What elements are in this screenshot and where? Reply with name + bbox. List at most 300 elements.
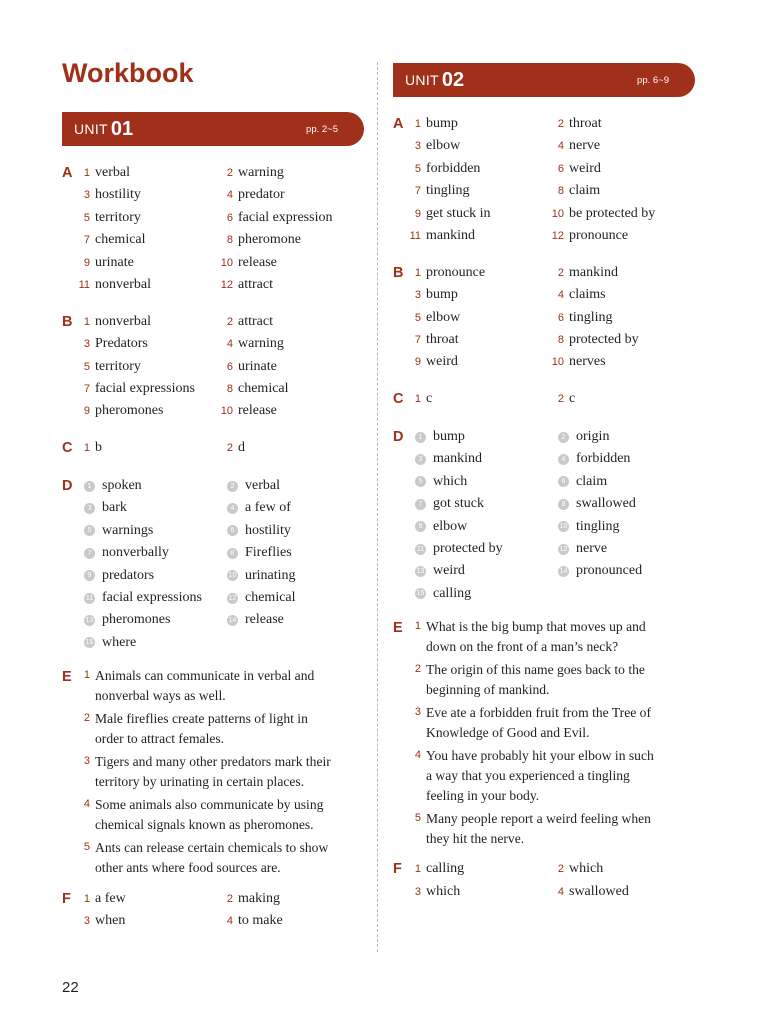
answer-row xyxy=(393,881,695,903)
answer-word: protected by xyxy=(569,331,639,347)
answer-word: d xyxy=(238,440,245,456)
item-number: 2 xyxy=(557,863,564,876)
item-number: 11 xyxy=(409,229,421,242)
item-number: 6 xyxy=(226,211,233,224)
item-number: 4 xyxy=(557,885,564,898)
answer-word: attract xyxy=(238,313,273,329)
answer-row xyxy=(62,587,364,609)
item-number: 9 xyxy=(83,405,90,418)
answer-item xyxy=(536,307,613,329)
answer-item xyxy=(62,635,205,651)
answer-item xyxy=(62,590,205,606)
answer-word: verbal xyxy=(245,478,280,494)
answer-word: territory xyxy=(95,358,141,374)
answer-text: You have probably hit your elbow in such a way that you experienced a tingling feeling in your body. xyxy=(426,747,654,803)
answer-word: calling xyxy=(433,585,472,601)
answer-row xyxy=(62,274,364,296)
item-number: 4 xyxy=(414,748,421,761)
item-number-badge: 15 xyxy=(416,590,425,598)
answer-item xyxy=(205,437,245,459)
answer-word: chemical xyxy=(245,590,296,605)
answer-item xyxy=(393,158,536,180)
answer-word: origin xyxy=(576,429,610,445)
answer-sentence xyxy=(393,660,695,700)
unit-label: UNIT xyxy=(74,121,108,137)
answer-row xyxy=(62,162,364,184)
item-number: 3 xyxy=(414,705,421,718)
section-letter: F xyxy=(393,861,402,878)
answer-item xyxy=(393,388,536,410)
answer-word: claim xyxy=(569,183,601,199)
answer-item xyxy=(536,351,606,373)
answer-word: elbow xyxy=(433,518,468,534)
item-number: 2 xyxy=(557,118,564,130)
answer-item xyxy=(62,378,205,400)
page-title: Workbook xyxy=(62,58,194,88)
item-number: 4 xyxy=(83,797,90,810)
answer-row xyxy=(393,329,695,351)
answer-row xyxy=(393,135,695,157)
item-number: 8 xyxy=(226,234,233,247)
answer-word: claim xyxy=(576,473,608,489)
item-number: 1 xyxy=(83,315,90,328)
answer-row xyxy=(393,284,695,306)
answer-word: bark xyxy=(102,500,127,516)
item-number-badge: 3 xyxy=(84,503,95,514)
section-letter: D xyxy=(62,477,73,494)
answer-row xyxy=(62,229,364,251)
item-number: 1 xyxy=(414,118,421,130)
answer-word: weird xyxy=(569,160,601,176)
answer-item xyxy=(393,474,536,490)
answer-item xyxy=(393,586,536,602)
answer-row xyxy=(393,471,695,493)
answer-word: bump xyxy=(426,116,458,131)
section-f xyxy=(393,858,695,903)
answer-item xyxy=(205,523,291,539)
item-number: 1 xyxy=(414,863,421,876)
answer-word: tingling xyxy=(426,183,470,199)
answer-row xyxy=(62,378,364,400)
answer-word: predator xyxy=(238,187,285,203)
item-number-badge: 13 xyxy=(416,567,425,575)
answer-word: elbow xyxy=(426,138,461,154)
section-f xyxy=(62,888,364,933)
item-number: 10 xyxy=(220,256,233,269)
answer-word: pronounce xyxy=(569,227,629,243)
answer-item xyxy=(393,351,536,373)
answer-word: urinate xyxy=(95,254,134,270)
answer-item xyxy=(536,180,600,202)
item-number-badge: 10 xyxy=(228,572,237,580)
answer-text: Eve ate a forbidden fruit from the Tree of Knowledge of Good and Evil. xyxy=(426,704,651,740)
answer-word: urinating xyxy=(245,567,296,583)
item-number: 7 xyxy=(414,185,421,198)
answer-word: pheromone xyxy=(238,232,301,248)
answer-sentence xyxy=(62,838,364,878)
answer-word: tingling xyxy=(576,518,620,534)
answer-item xyxy=(536,563,642,579)
answer-text: What is the big bump that moves up and down on the front of a man’s neck? xyxy=(426,618,646,654)
answer-row xyxy=(62,475,364,497)
answer-item xyxy=(536,858,603,880)
unit-number: 01 xyxy=(110,117,134,140)
answer-item xyxy=(205,356,277,378)
answer-item xyxy=(393,429,536,445)
answer-word: get stuck in xyxy=(426,205,491,221)
item-number: 11 xyxy=(78,278,90,291)
answer-word: forbidden xyxy=(426,160,481,176)
answer-row xyxy=(393,560,695,582)
item-number: 3 xyxy=(414,885,421,898)
item-number-badge: 14 xyxy=(228,616,237,624)
answer-text: Tigers and many other predators mark their territory by urinating in certain places. xyxy=(95,753,331,789)
answer-item xyxy=(62,478,205,494)
answer-item xyxy=(393,519,536,535)
answer-word: Predators xyxy=(95,336,148,352)
answer-word: swallowed xyxy=(576,496,636,512)
section-b xyxy=(62,311,364,423)
answer-word: where xyxy=(102,634,137,650)
section-b xyxy=(393,262,695,374)
answer-item xyxy=(62,612,205,628)
answer-text: Many people report a weird feeling when they hit the nerve. xyxy=(426,810,651,846)
item-number: 4 xyxy=(557,289,564,302)
answer-text: The origin of this name goes back to the beginning of mankind. xyxy=(426,661,645,697)
answer-word: hostility xyxy=(95,187,141,203)
item-number-badge: 13 xyxy=(85,616,94,624)
answer-row xyxy=(62,497,364,519)
answer-row xyxy=(62,356,364,378)
answer-word: hostility xyxy=(245,522,291,538)
section-letter: D xyxy=(393,428,404,445)
answer-word: which xyxy=(426,883,461,899)
item-number: 4 xyxy=(557,140,564,153)
item-number: 2 xyxy=(226,315,233,328)
item-number: 10 xyxy=(551,356,564,369)
item-number: 1 xyxy=(83,892,90,905)
answer-item xyxy=(536,329,639,351)
answer-item xyxy=(393,180,536,202)
item-number-badge: 8 xyxy=(558,499,569,510)
answer-item xyxy=(536,135,600,157)
item-number-badge: 12 xyxy=(559,545,568,553)
item-number-badge: 11 xyxy=(416,545,425,553)
item-number: 3 xyxy=(414,140,421,153)
answer-item xyxy=(62,207,205,229)
answer-item xyxy=(393,451,536,467)
answer-word: weird xyxy=(426,354,458,370)
item-number: 2 xyxy=(557,266,564,279)
answer-word: which xyxy=(569,861,604,877)
item-number: 5 xyxy=(414,311,421,324)
answer-word: attract xyxy=(238,276,273,292)
answer-row xyxy=(62,333,364,355)
answer-row xyxy=(393,426,695,448)
answer-word: spoken xyxy=(102,478,142,494)
answer-item xyxy=(536,496,636,512)
answer-item xyxy=(62,229,205,251)
answer-item xyxy=(62,162,205,184)
section-letter: A xyxy=(62,165,73,181)
item-number: 3 xyxy=(83,914,90,927)
answer-sentence xyxy=(393,809,695,849)
answer-row xyxy=(62,311,364,333)
section-letter: F xyxy=(62,890,71,907)
item-number-badge: 10 xyxy=(559,523,568,531)
answer-word: verbal xyxy=(95,165,130,180)
answer-word: throat xyxy=(569,116,602,131)
answer-row xyxy=(62,520,364,542)
item-number-badge: 11 xyxy=(85,594,94,602)
answer-word: bump xyxy=(433,429,465,445)
item-number-badge: 9 xyxy=(84,570,95,581)
answer-text: Ants can release certain chemicals to show other ants where food sources are. xyxy=(95,839,329,875)
answer-text: Animals can communicate in verbal and nonverbal ways as well. xyxy=(95,667,315,703)
section-letter: B xyxy=(393,264,404,281)
answer-item xyxy=(62,568,205,584)
answer-sentence xyxy=(393,703,695,743)
answer-word: c xyxy=(569,391,576,407)
answer-item xyxy=(205,590,296,606)
answer-item xyxy=(536,451,630,467)
answer-row xyxy=(393,203,695,225)
answer-word: facial expressions xyxy=(102,590,202,605)
answer-item xyxy=(205,252,277,274)
item-number-badge: 6 xyxy=(558,476,569,487)
item-number: 4 xyxy=(226,189,233,202)
answer-row xyxy=(62,400,364,422)
answer-item xyxy=(205,612,284,628)
answer-item xyxy=(62,545,205,561)
answer-item xyxy=(205,207,332,229)
answer-item xyxy=(62,252,205,274)
answer-item xyxy=(205,400,277,422)
answer-item xyxy=(536,881,629,903)
answer-word: pronounce xyxy=(426,264,486,280)
unit-banner xyxy=(393,63,695,97)
item-number: 6 xyxy=(226,360,233,373)
answer-word: swallowed xyxy=(569,883,629,899)
section-c xyxy=(62,437,364,459)
section-d xyxy=(62,475,364,654)
item-number: 5 xyxy=(414,811,421,824)
answer-item xyxy=(393,225,536,247)
answer-word: pheromones xyxy=(102,612,171,628)
section-e xyxy=(393,617,695,848)
item-number: 9 xyxy=(414,356,421,369)
section-letter: C xyxy=(393,391,404,408)
answer-word: elbow xyxy=(426,309,461,325)
answer-word: nerves xyxy=(569,354,606,370)
answer-item xyxy=(393,329,536,351)
answer-item xyxy=(393,858,536,880)
answer-word: mankind xyxy=(426,227,475,243)
section-letter: C xyxy=(62,440,73,457)
answer-item xyxy=(205,311,273,333)
answer-item xyxy=(393,135,536,157)
answer-item xyxy=(62,437,205,459)
answer-word: claims xyxy=(569,287,606,303)
answer-word: be protected by xyxy=(569,205,656,221)
item-number: 5 xyxy=(83,840,90,853)
answer-word: c xyxy=(426,391,433,407)
answer-item xyxy=(62,888,205,910)
answer-item xyxy=(205,478,280,494)
answer-row xyxy=(393,388,695,410)
item-number: 4 xyxy=(226,338,233,351)
answer-item xyxy=(536,262,618,284)
answer-word: chemical xyxy=(238,380,289,396)
answer-item xyxy=(205,500,291,516)
answer-word: release xyxy=(245,612,284,628)
answer-item xyxy=(536,519,620,535)
answer-word: making xyxy=(238,890,280,906)
answer-item xyxy=(205,568,296,584)
answer-item xyxy=(62,500,205,516)
item-number: 2 xyxy=(83,711,90,724)
item-number: 4 xyxy=(226,914,233,927)
item-number-badge: 12 xyxy=(228,594,237,602)
answer-item xyxy=(62,274,205,296)
item-number-badge: 4 xyxy=(227,503,238,514)
answer-item xyxy=(393,262,536,284)
section-letter: E xyxy=(393,619,403,636)
answer-item xyxy=(62,523,205,539)
page-number: 22 xyxy=(62,979,79,996)
answer-word: nonverbal xyxy=(95,276,151,292)
answer-item xyxy=(62,184,205,206)
item-number: 8 xyxy=(226,382,233,395)
answer-row xyxy=(393,448,695,470)
item-number: 3 xyxy=(83,189,90,202)
answer-item xyxy=(205,274,273,296)
answer-word: forbidden xyxy=(576,451,631,467)
answer-word: protected by xyxy=(433,541,503,556)
item-number: 7 xyxy=(414,333,421,346)
answer-item xyxy=(205,910,283,932)
answer-sentence xyxy=(62,795,364,835)
item-number-badge: 2 xyxy=(227,481,238,492)
item-number: 1 xyxy=(83,668,90,681)
item-number: 10 xyxy=(220,405,233,418)
answer-word: nerve xyxy=(576,541,608,556)
answer-word: predators xyxy=(102,567,155,583)
answer-sentence xyxy=(62,709,364,749)
answer-item xyxy=(205,333,284,355)
item-number-badge: 5 xyxy=(84,525,95,536)
answer-row xyxy=(62,252,364,274)
answer-sentence xyxy=(393,746,695,805)
answer-item xyxy=(205,545,292,561)
answer-item xyxy=(62,400,205,422)
answer-sentence xyxy=(393,617,695,657)
answer-item xyxy=(536,541,607,557)
item-number-badge: 5 xyxy=(415,476,426,487)
item-number-badge: 7 xyxy=(84,548,95,559)
answer-item xyxy=(393,496,536,512)
answer-word: a few xyxy=(95,890,126,906)
unit-02-column xyxy=(393,63,695,903)
item-number: 2 xyxy=(226,892,233,905)
item-number: 8 xyxy=(557,185,564,198)
answer-item xyxy=(62,356,205,378)
answer-row xyxy=(62,437,364,459)
item-number-badge: 4 xyxy=(558,454,569,465)
answer-word: release xyxy=(238,254,277,270)
item-number: 7 xyxy=(83,382,90,395)
section-e xyxy=(62,666,364,878)
item-number: 12 xyxy=(551,229,564,242)
answer-item xyxy=(205,888,280,910)
item-number: 3 xyxy=(83,754,90,767)
answer-word: calling xyxy=(426,861,465,877)
answer-row xyxy=(62,542,364,564)
item-number: 2 xyxy=(226,167,233,179)
answer-row xyxy=(393,262,695,284)
answer-item xyxy=(393,113,536,135)
unit-label: UNIT xyxy=(405,72,439,88)
item-number-badge: 7 xyxy=(415,499,426,510)
unit-banner xyxy=(62,112,364,146)
item-number-badge: 1 xyxy=(84,481,95,492)
answer-item xyxy=(536,474,607,490)
item-number: 10 xyxy=(551,207,564,220)
answer-row xyxy=(62,564,364,586)
item-number: 8 xyxy=(557,333,564,346)
answer-word: nonverbal xyxy=(95,313,151,329)
answer-item xyxy=(62,910,205,932)
answer-item xyxy=(536,203,655,225)
answer-word: pronounced xyxy=(576,563,643,579)
item-number: 9 xyxy=(414,207,421,220)
item-number-badge: 15 xyxy=(85,639,94,647)
answer-item xyxy=(393,203,536,225)
answer-word: when xyxy=(95,912,126,928)
answer-word: chemical xyxy=(95,232,146,248)
answer-item xyxy=(62,333,205,355)
item-number-badge: 1 xyxy=(415,432,426,443)
answer-row xyxy=(393,583,695,605)
answer-item xyxy=(536,113,602,135)
item-number: 2 xyxy=(226,442,233,455)
item-number: 1 xyxy=(414,393,421,406)
answer-word: nerve xyxy=(569,138,601,154)
answer-row xyxy=(62,207,364,229)
answer-item xyxy=(536,429,609,445)
answer-word: Fireflies xyxy=(245,545,292,561)
answer-row xyxy=(62,184,364,206)
answer-row xyxy=(62,609,364,631)
answer-item xyxy=(62,311,205,333)
answer-row xyxy=(393,158,695,180)
item-number-badge: 2 xyxy=(558,432,569,443)
answer-item xyxy=(536,284,606,306)
answer-word: throat xyxy=(426,331,459,347)
item-number-badge: 14 xyxy=(559,567,568,575)
answer-row xyxy=(62,888,364,910)
unit-pages: pp. 2~5 xyxy=(306,123,338,135)
answer-word: warning xyxy=(238,336,284,352)
item-number: 1 xyxy=(414,619,421,632)
answer-word: to make xyxy=(238,912,283,928)
answer-item xyxy=(205,378,289,400)
item-number-badge: 6 xyxy=(227,525,238,536)
item-number: 3 xyxy=(83,338,90,351)
answer-word: got stuck xyxy=(433,496,484,512)
section-c xyxy=(393,388,695,410)
item-number: 2 xyxy=(557,393,564,406)
